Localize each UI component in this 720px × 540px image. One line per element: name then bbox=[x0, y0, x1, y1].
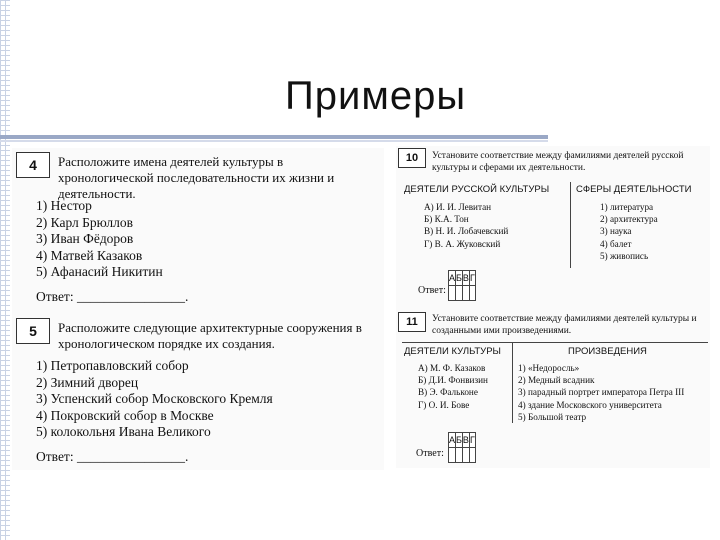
title-underline bbox=[0, 135, 548, 139]
task-number: 5 bbox=[16, 318, 50, 344]
list-item: 4) балет bbox=[600, 238, 632, 249]
left-column-items bbox=[424, 201, 508, 250]
column-divider bbox=[512, 343, 513, 423]
answer-column-header: В bbox=[462, 271, 469, 286]
list-item: 5) колокольня Ивана Великого bbox=[36, 424, 211, 440]
answer-cell[interactable] bbox=[469, 448, 475, 463]
list-item: 2) Зимний дворец bbox=[36, 374, 139, 390]
list-item: 1) «Недоросль» bbox=[518, 363, 580, 373]
left-column-header: ДЕЯТЕЛИ РУССКОЙ КУЛЬТУРЫ bbox=[404, 184, 550, 195]
left-column-header: ДЕЯТЕЛИ КУЛЬТУРЫ bbox=[404, 346, 501, 357]
list-item: 3) наука bbox=[600, 226, 632, 237]
list-item: Г) О. И. Бове bbox=[418, 399, 470, 410]
list-item: 4) Матвей Казаков bbox=[36, 247, 143, 263]
list-item: Б) Д.И. Фонвизин bbox=[418, 375, 488, 386]
list-item: 1) Петропавловский собор bbox=[36, 358, 189, 373]
task-number: 10 bbox=[398, 148, 426, 168]
task-number: 11 bbox=[398, 312, 426, 332]
answer-cell[interactable] bbox=[462, 286, 469, 301]
answer-cell[interactable] bbox=[456, 448, 463, 463]
list-item: 4) Покровский собор в Москве bbox=[36, 407, 214, 423]
answer-cell[interactable] bbox=[469, 286, 475, 301]
left-exam-panel bbox=[12, 148, 384, 470]
task-question: Установите соответствие между фамилиями деятелей культуры и созданными ими произведениями. bbox=[432, 314, 697, 336]
title-underline-light bbox=[0, 140, 548, 142]
header-top-rule bbox=[402, 342, 708, 343]
answer-cell[interactable] bbox=[449, 286, 456, 301]
column-divider bbox=[570, 182, 571, 268]
answer-cell[interactable] bbox=[449, 448, 456, 463]
list-item: 2) Медный всадник bbox=[518, 375, 595, 386]
list-item: 2) архитектура bbox=[600, 214, 658, 225]
right-column-header: ПРОИЗВЕДЕНИЯ bbox=[568, 346, 647, 357]
list-item: А) М. Ф. Казаков bbox=[418, 363, 486, 373]
right-exam-panel bbox=[396, 146, 710, 468]
answer-column-header: Г bbox=[469, 271, 475, 286]
list-item: 4) здание Московского университета bbox=[518, 399, 662, 410]
task-question: Установите соответствие между фамилиями деятелей русской культуры и сферами их деятельности. bbox=[432, 151, 684, 173]
answer-table bbox=[448, 432, 476, 463]
answer-column-header: А bbox=[449, 271, 456, 286]
list-item: 5) Афанасий Никитин bbox=[36, 264, 163, 280]
list-item: В) Э. Фальконе bbox=[418, 387, 478, 398]
decorative-grid bbox=[0, 0, 10, 540]
right-column-items bbox=[600, 201, 658, 262]
list-item: Г) В. А. Жуковский bbox=[424, 238, 501, 249]
list-item: 1) Нестор bbox=[36, 198, 92, 213]
answer-column-header: Б bbox=[456, 271, 463, 286]
answer-table bbox=[448, 270, 476, 301]
page-title: Примеры bbox=[285, 74, 467, 118]
answer-cell[interactable] bbox=[456, 286, 463, 301]
right-column-items bbox=[518, 362, 684, 423]
answer-column-header: Г bbox=[469, 433, 475, 448]
answer-label: Ответ: bbox=[418, 285, 446, 296]
answer-column-header: Б bbox=[456, 433, 463, 448]
answer-line: Ответ: ________________. bbox=[36, 289, 189, 304]
list-item: 3) парадный портрет императора Петра III bbox=[518, 387, 685, 398]
list-item: Б) К.А. Тон bbox=[424, 214, 469, 225]
task-items bbox=[36, 198, 163, 281]
answer-column-header: А bbox=[449, 433, 456, 448]
answer-column-header: В bbox=[462, 433, 469, 448]
task-items bbox=[36, 358, 273, 441]
list-item: 3) Успенский собор Московского Кремля bbox=[36, 391, 273, 407]
list-item: 5) живопись bbox=[600, 250, 649, 261]
list-item: В) Н. И. Лобачевский bbox=[424, 226, 509, 237]
answer-line: Ответ: ________________. bbox=[36, 449, 189, 464]
list-item: А) И. И. Левитан bbox=[424, 202, 492, 212]
task-question: Расположите имена деятелей культуры в хронологической последовательности их жизни и деятельности. bbox=[58, 154, 335, 201]
task-number: 4 bbox=[16, 152, 50, 178]
answer-label: Ответ: bbox=[416, 448, 444, 459]
task-question: Расположите следующие архитектурные сооружения в хронологическом порядке их создания. bbox=[58, 320, 362, 351]
list-item: 3) Иван Фёдоров bbox=[36, 231, 134, 247]
list-item: 5) Большой театр bbox=[518, 411, 587, 422]
right-column-header: СФЕРЫ ДЕЯТЕЛЬНОСТИ bbox=[576, 184, 692, 195]
answer-cell[interactable] bbox=[462, 448, 469, 463]
left-column-items bbox=[418, 362, 488, 411]
list-item: 1) литература bbox=[600, 202, 654, 212]
list-item: 2) Карл Брюллов bbox=[36, 214, 133, 230]
